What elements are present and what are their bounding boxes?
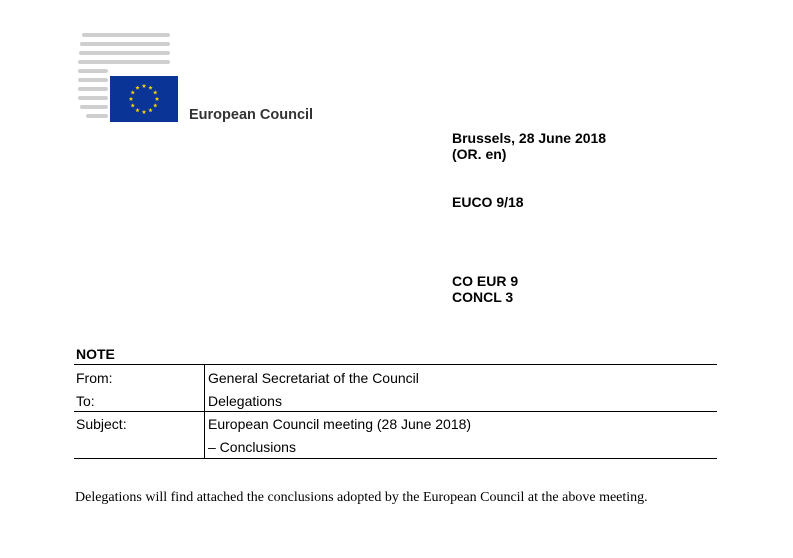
note-title: NOTE [76,346,115,362]
from-value: General Secretariat of the Council [208,370,419,386]
european-council-logo [78,33,188,125]
subject-label: Subject: [76,416,127,432]
document-number: EUCO 9/18 [452,194,524,210]
code-line: CONCL 3 [452,289,514,305]
body-paragraph: Delegations will find attached the conclusions adopted by the European Council at the above meeting. [75,490,648,505]
from-label: From: [76,370,113,386]
original-language: (OR. en) [452,146,507,162]
place-date: Brussels, 28 June 2018 [452,130,607,146]
table-rule-top [74,364,717,365]
code-line: CO EUR 9 [452,273,519,289]
table-rule-bottom [74,458,717,459]
organization-name: European Council [189,107,314,123]
to-value: Delegations [208,393,282,409]
to-label: To: [76,393,95,409]
table-divider [204,364,205,458]
eu-flag-icon [110,76,178,122]
table-rule-middle [74,411,717,412]
document-codes [452,273,518,305]
subject-value: European Council meeting (28 June 2018) [208,416,472,432]
date-block [452,130,606,162]
subject-value-continued: – Conclusions [208,439,296,455]
